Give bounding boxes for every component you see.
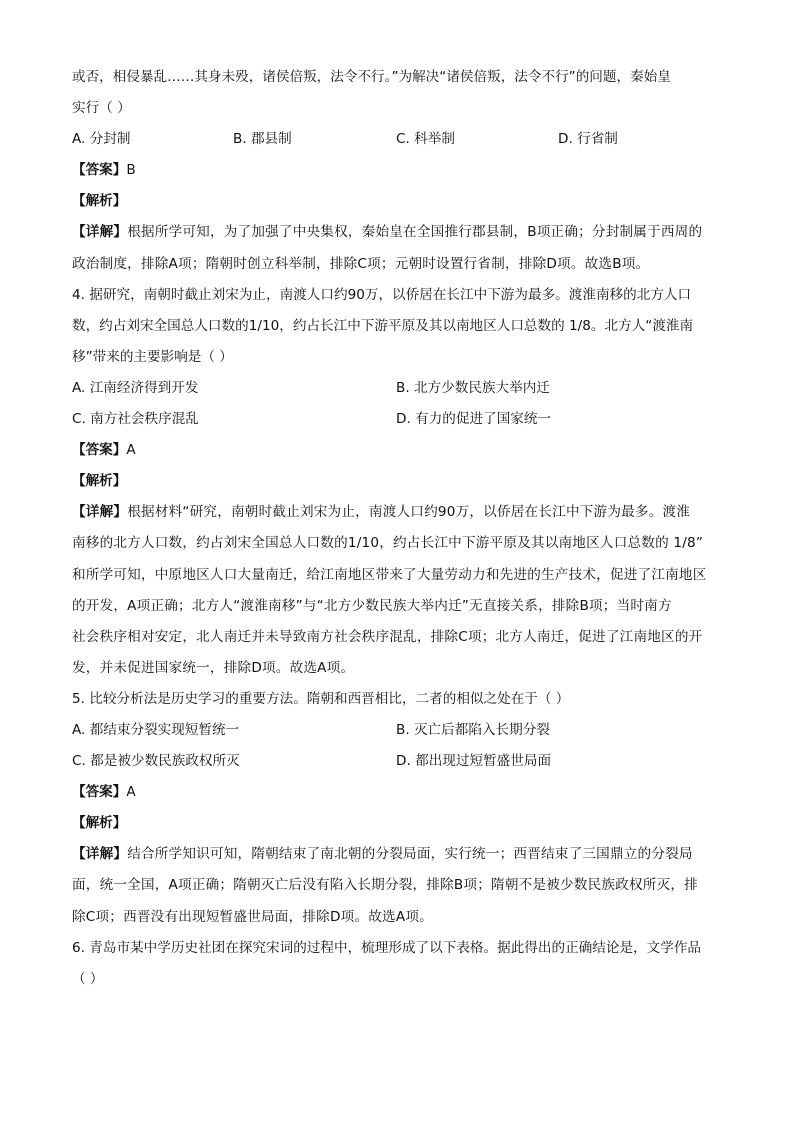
option-a: A. 江南经济得到开发	[72, 379, 199, 396]
question-5	[72, 684, 726, 933]
answer-label: 【答案】	[72, 162, 127, 179]
option-a: A. 都结束分裂实现短暂统一	[72, 721, 240, 738]
detail-line: 除C项；西晋没有出现短暂盛世局面，排除D项。故选A项。	[72, 908, 433, 925]
option-d: D. 有力的促进了国家统一	[396, 411, 552, 428]
detail-line: 政治制度，排除A项；隋朝时创立科举制，排除C项；元朝时设置行省制，排除D项。故选B项。	[72, 255, 650, 272]
answer-line	[72, 155, 726, 186]
detail-line: 和所学可知，中原地区人口大量南迁，给江南地区带来了大量劳动力和先进的生产技术，促进了江南地区	[72, 566, 707, 583]
question-stem-line: 移”带来的主要影响是（ ）	[72, 348, 233, 365]
options-row	[72, 715, 726, 746]
question-stem-line: 或否，相侵暴乱……其身未殁，诸侯倍叛，法令不行。”为解决“诸侯倍叛，法令不行”的问题，秦始皇	[72, 69, 671, 85]
option-b: B. 郡县制	[233, 131, 292, 148]
option-a: A. 分封制	[72, 131, 131, 148]
option-c: C. 南方社会秩序混乱	[72, 411, 199, 428]
question-stem-line: 5. 比较分析法是历史学习的重要方法。隋朝和西晋相比，二者的相似之处在于（ ）	[72, 690, 570, 707]
detail-line: 社会秩序相对安定，北人南迁并未导致南方社会秩序混乱，排除C项；北方人南迁，促进了江南地区的开	[72, 628, 703, 645]
question-stem-line: 4. 据研究，南朝时截止刘宋为止，南渡人口约90万，以侨居在长江中下游为最多。渡淮南移的北方人口	[72, 286, 692, 303]
analysis-label: 【解析】	[72, 473, 127, 490]
question-stem-line: 数，约占刘宋全国总人口数的1/10，约占长江中下游平原及其以南地区人口总数的 1/8。北方人“渡淮南	[72, 317, 694, 334]
option-c: C. 科举制	[396, 131, 455, 148]
question-stem-line: 实行（ ）	[72, 100, 131, 117]
analysis-label: 【解析】	[72, 193, 127, 210]
detail-line: 的开发，A项正确；北方人“渡淮南移”与“北方少数民族大举内迁”无直接关系，排除B项；当时南方	[72, 597, 672, 614]
option-b: B. 北方少数民族大举内迁	[396, 379, 550, 396]
detail-line: 面，统一全国，A项正确；隋朝灭亡后没有陷入长期分裂，排除B项；隋朝不是被少数民族政权所灭，排	[72, 877, 698, 894]
answer-label: 【答案】	[72, 784, 127, 801]
detail-line	[72, 217, 726, 248]
question-4	[72, 280, 726, 684]
options-row	[72, 124, 726, 155]
answer-value: B	[126, 162, 136, 179]
options-row	[72, 373, 726, 404]
detail-label: 【详解】	[72, 224, 128, 241]
detail-paragraph	[72, 497, 726, 684]
detail-line: 发，并未促进国家统一，排除D项。故选A项。	[72, 659, 355, 676]
detail-text: 结合所学知识可知，隋朝结束了南北朝的分裂局面，实行统一；西晋结束了三国鼎立的分裂局	[127, 846, 693, 863]
detail-line	[72, 497, 726, 528]
question-stem-line: （ ）	[72, 970, 104, 987]
answer-value: A	[126, 784, 136, 801]
options-row	[72, 746, 726, 777]
answer-value: A	[126, 442, 136, 459]
question-stem-line: 6. 青岛市某中学历史社团在探究宋词的过程中，梳理形成了以下表格。据此得出的正确结论是，文学作品	[72, 939, 702, 956]
detail-label: 【详解】	[72, 846, 128, 863]
answer-line	[72, 777, 726, 808]
detail-paragraph	[72, 217, 726, 279]
analysis-label: 【解析】	[72, 815, 127, 832]
question-6	[72, 933, 726, 995]
detail-line: 南移的北方人口数，约占刘宋全国总人口数的1/10，约占长江中下游平原及其以南地区人口总数的 1/8”	[72, 535, 704, 552]
option-d: D. 行省制	[558, 131, 618, 148]
detail-text: 根据所学可知，为了加强了中央集权，秦始皇在全国推行郡县制，B项正确；分封制属于西周的	[127, 224, 703, 241]
document-page	[72, 62, 726, 995]
detail-paragraph	[72, 839, 726, 932]
detail-text: 根据材料“研究，南朝时截止刘宋为止，南渡人口约90万，以侨居在长江中下游为最多。渡淮	[127, 504, 691, 521]
question-3	[72, 62, 726, 280]
options-row	[72, 404, 726, 435]
answer-line	[72, 435, 726, 466]
answer-label: 【答案】	[72, 442, 127, 459]
option-b: B. 灭亡后都陷入长期分裂	[396, 721, 550, 738]
option-c: C. 都是被少数民族政权所灭	[72, 753, 240, 770]
detail-label: 【详解】	[72, 504, 128, 521]
option-d: D. 都出现过短暂盛世局面	[396, 753, 552, 770]
detail-line	[72, 839, 726, 870]
